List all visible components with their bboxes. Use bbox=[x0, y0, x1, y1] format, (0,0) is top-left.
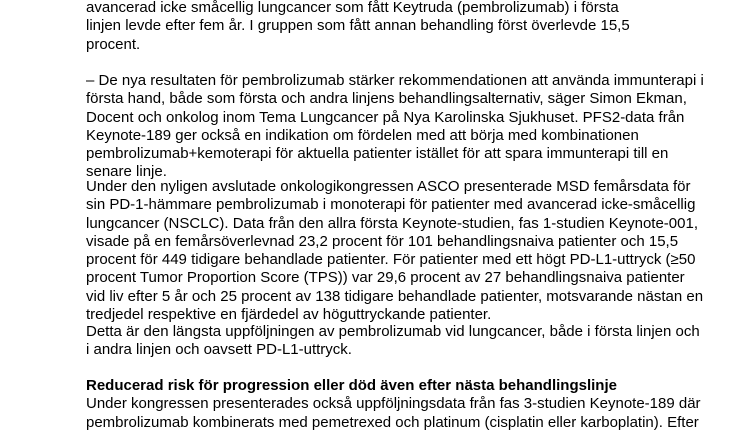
text-line: pembrolizumab kombinerats med pemetrexed och platinum (cisplatin eller karboplatin). Efter bbox=[86, 413, 699, 431]
text-line: Under den nyligen avslutade onkologikongressen ASCO presenterade MSD femårsdata för bbox=[86, 178, 691, 195]
text-line: visade på en femårsöverlevnad 23,2 procent för 101 behandlingsnaiva patienter och 15,5 bbox=[86, 232, 679, 250]
section-heading: Reducerad risk för progression eller död även efter nästa behandlingslinje bbox=[86, 377, 617, 394]
text-line: Keynote-189 ger också en indikation om fördelen med att börja med kombinationen bbox=[86, 126, 639, 144]
text-line: procent Tumor Proportion Score (TPS)) var 29,6 procent av 27 behandlingsnaiva patienter bbox=[86, 269, 685, 287]
paragraph-survival-intro bbox=[86, 0, 630, 54]
text-line: Detta är den längsta uppföljningen av pembrolizumab vid lungcancer, både i första linjen och bbox=[86, 323, 700, 340]
text-line: tredjedel respektive en fjärdedel av höguttryckande patienter. bbox=[86, 306, 492, 324]
text-line: avancerad icke småcellig lungcancer som fått Keytruda (pembrolizumab) i första bbox=[86, 0, 619, 16]
section-reduced-risk bbox=[86, 377, 701, 432]
text-line: första hand, både som första och andra linjens behandlingsalternativ, säger Simon Ekman, bbox=[86, 90, 687, 108]
text-line: Docent och onkolog inom Tema Lungcancer på Nya Karolinska Sjukhuset. PFS2-data från bbox=[86, 108, 685, 126]
text-line: vid liv efter 5 år och 25 procent av 138 tidigare behandlade patienter, motsvarande nästan en bbox=[86, 287, 704, 305]
paragraph-longest-followup bbox=[86, 323, 700, 360]
text-line: Under kongressen presenterades också uppföljningsdata från fas 3-studien Keynote-189 där bbox=[86, 395, 701, 413]
text-line: linjen levde efter fem år. I gruppen som fått annan behandling först överlevde 15,5 bbox=[86, 17, 630, 35]
text-line: sin PD-1-hämmare pembrolizumab i monoterapi för patienter med avancerad icke-småcellig bbox=[86, 196, 696, 214]
text-line: – De nya resultaten för pembrolizumab stärker rekommendationen att använda immunterapi i bbox=[86, 72, 704, 89]
text-line: lungcancer (NSCLC). Data från den allra första Keynote-studien, fas 1-studien Keynote-001, bbox=[86, 214, 698, 232]
text-line: i andra linjen och oavsett PD-L1-uttryck. bbox=[86, 341, 352, 359]
text-line: procent. bbox=[86, 35, 141, 53]
text-line: pembrolizumab+kemoterapi för aktuella patienter istället för att spara immunterapi till en bbox=[86, 145, 669, 163]
paragraph-asco-data bbox=[86, 178, 703, 324]
text-line: senare linje. bbox=[86, 163, 167, 181]
text-line: procent för 449 tidigare behandlade patienter. För patienter med ett högt PD-L1-uttryck (≥50 bbox=[86, 251, 696, 269]
paragraph-quote bbox=[86, 72, 704, 182]
